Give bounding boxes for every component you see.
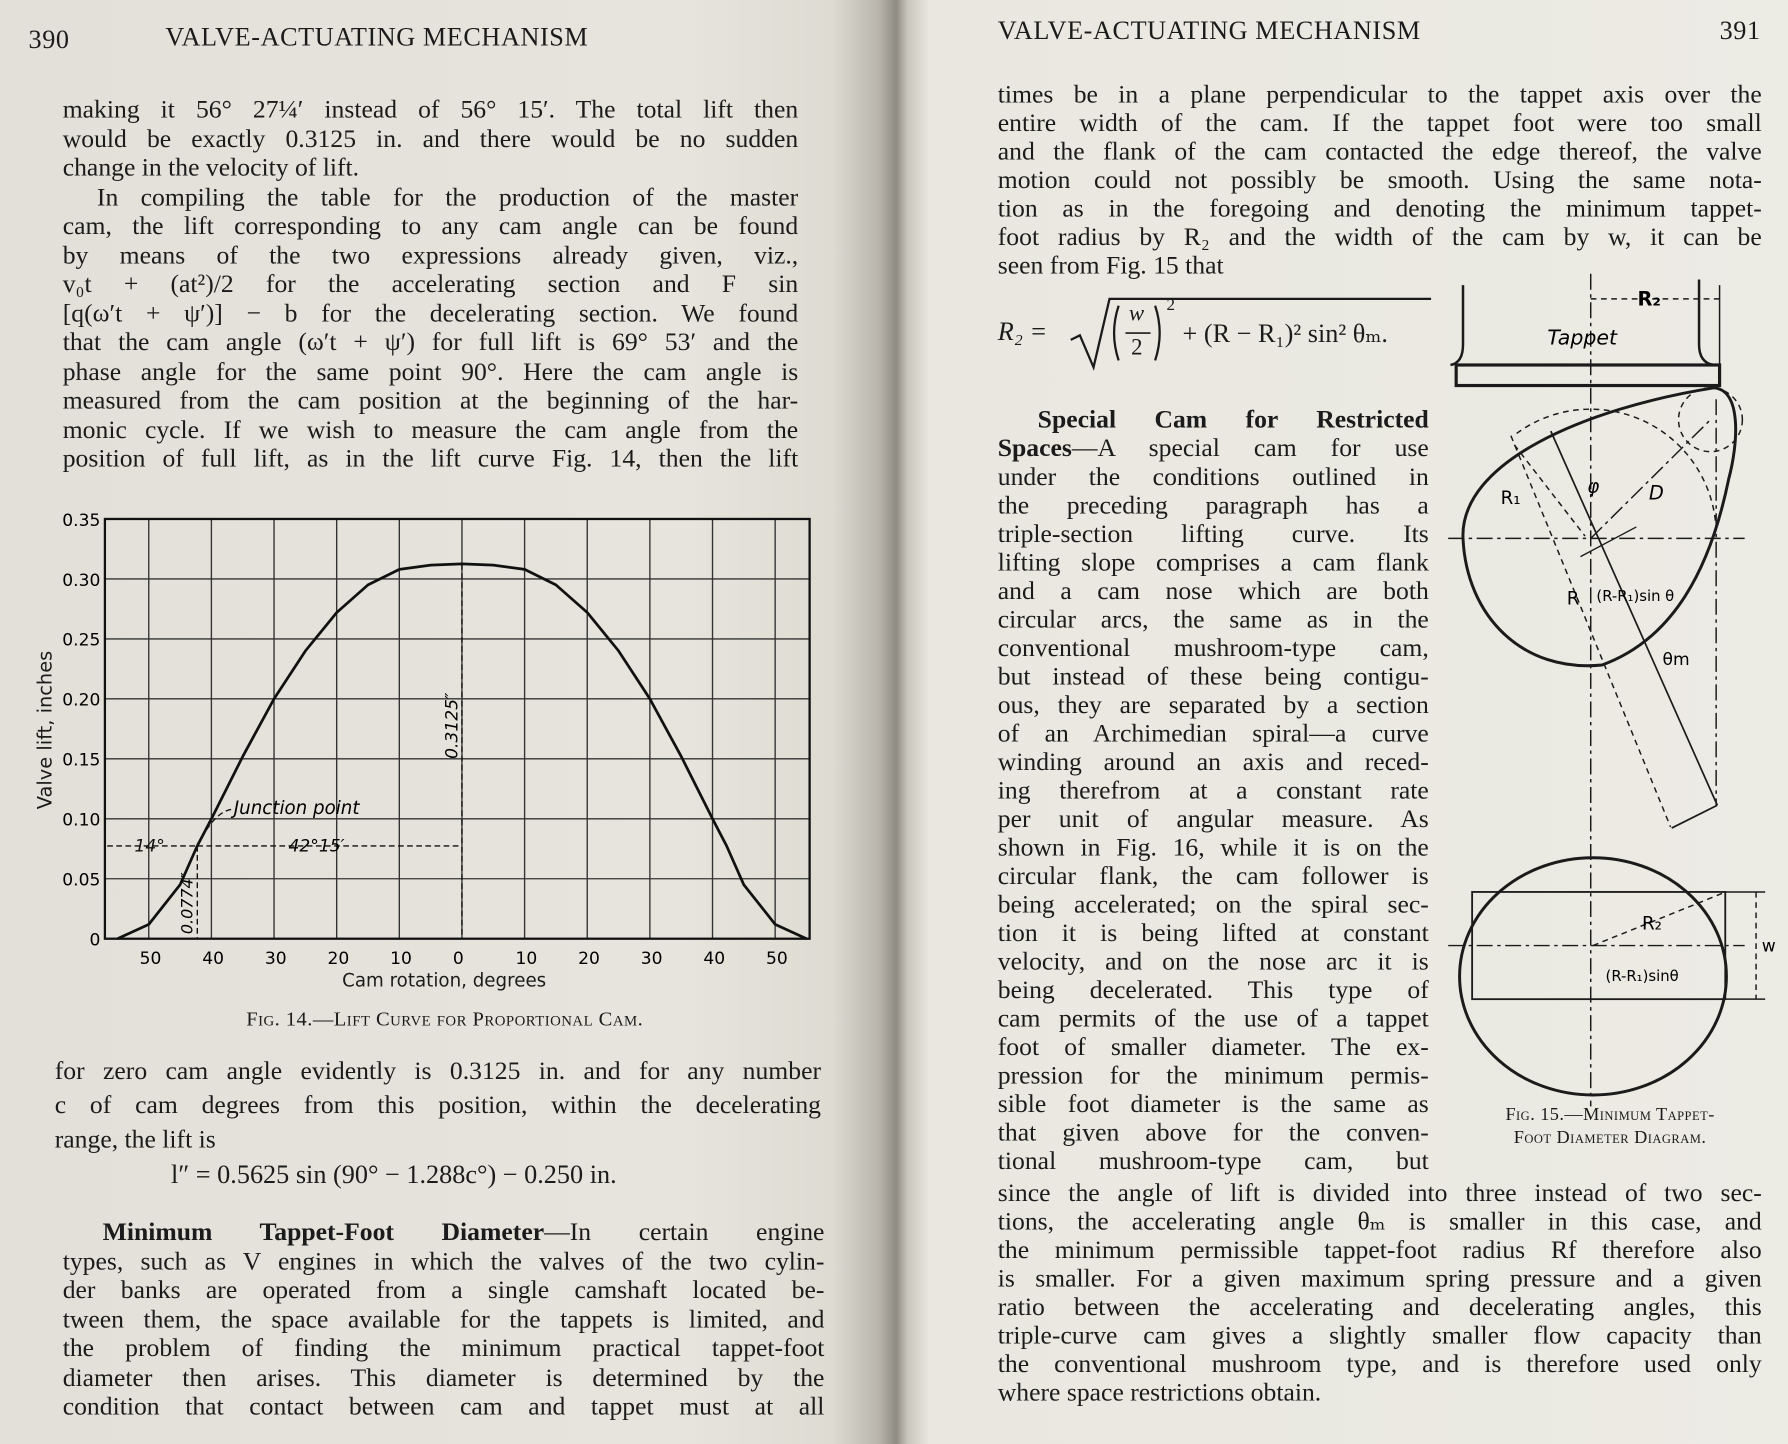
text-line: would be exactly 0.3125 in. and there would be no sudden <box>62 123 799 153</box>
left-section-minimum-tappet-foot <box>63 1217 825 1421</box>
label-d: D <box>1648 481 1664 505</box>
lift-curve-chart <box>0 490 867 1003</box>
y-tick-label: 0 <box>89 930 101 951</box>
text-line: pression for the minimum permis- <box>997 1060 1429 1090</box>
special-cam-heading: Special Cam for Restricted <box>1037 404 1429 434</box>
text-line: the preceding paragraph has a <box>997 490 1429 519</box>
lift-curve-point <box>242 756 244 758</box>
label-tappet: Tappet <box>1547 325 1618 350</box>
text-line: v₀t + (at²)/2 for the accelerating section and F sin <box>62 269 799 298</box>
lift-curve-point <box>680 756 682 758</box>
text-line: condition that contact between cam and tappet must at all <box>62 1391 825 1421</box>
text-line: the conventional mushroom type, and is therefore used only <box>997 1349 1762 1378</box>
text-line: that given above for the conven- <box>997 1117 1429 1147</box>
label-r2-top: R₂ <box>1637 287 1661 311</box>
x-tick-label: 50 <box>766 948 788 969</box>
angle-14-label: 14° <box>134 836 165 857</box>
text-line: ratio between the accelerating and decelerating angles, this <box>997 1292 1762 1321</box>
peak-lift-label: 0.3125″ <box>442 692 463 759</box>
lift-curve-point <box>712 818 714 820</box>
equation-rest: + (R − R₁)² sin² θₘ. <box>1182 319 1388 348</box>
special-cam-heading-line2 <box>998 433 1429 462</box>
right-paragraph-bottom <box>998 1178 1762 1406</box>
right-section-special-cam <box>998 405 1429 1175</box>
figure-14-caption: Fig. 14.—Lift Curve for Proportional Cam. <box>246 1007 644 1030</box>
lift-curve-point <box>555 584 557 586</box>
x-axis-title: Cam rotation, degrees <box>342 969 547 992</box>
text-line: since the angle of lift is divided into three instead of two sec- <box>997 1178 1762 1207</box>
text-line: being decelerated. This type of <box>997 975 1429 1004</box>
text-line: foot radius by R₂ and the width of the cam by w, it can be <box>997 222 1762 251</box>
text-line: the minimum permissible tappet-foot radius Rf therefore also <box>997 1235 1762 1264</box>
text-line: is smaller. For a given maximum spring pressure and a given <box>997 1263 1762 1293</box>
text-line: der banks are operated from a single camshaft located be- <box>62 1275 825 1304</box>
text-line: per unit of angular measure. As <box>997 804 1429 833</box>
text-line: change in the velocity of lift. <box>62 152 360 182</box>
lift-curve-point <box>774 923 776 925</box>
heading-line2-text: —A special cam for use <box>1071 433 1429 462</box>
y-tick-label: 0.10 <box>62 810 101 831</box>
text-line: the problem of finding the minimum practical tappet-foot <box>62 1333 825 1362</box>
text-line: monic cycle. If we wish to measure the cam angle from the <box>62 414 799 444</box>
text-line: sible foot diameter is the same as <box>997 1089 1429 1118</box>
x-tick-label: 10 <box>515 948 538 969</box>
x-tick-label: 20 <box>327 948 350 969</box>
text-line: tion as in the foregoing and denoting the minimum tappet- <box>997 193 1762 223</box>
text-line: foot of smaller diameter. The ex- <box>997 1032 1429 1061</box>
text-line: but instead of these being contigu- <box>997 661 1429 691</box>
label-theta-m: θm <box>1662 649 1690 670</box>
text-line: tions, the accelerating angle θₘ is smaller in this case, and <box>997 1206 1762 1236</box>
page-number-right: 391 <box>1719 15 1761 45</box>
text-line: motion could not possibly be smooth. Using the same nota- <box>997 165 1762 194</box>
text-line: circular flank, the cam follower is <box>997 861 1429 890</box>
lift-curve-point <box>430 564 432 566</box>
page-number-left: 390 <box>28 25 70 54</box>
text-line: In compiling the table for the production of the master <box>96 181 799 211</box>
left-paragraph-top <box>63 95 798 473</box>
section-heading: Minimum Tappet-Foot Diameter <box>102 1217 545 1246</box>
text-line: types, such as V engines in which the valves of the two cylin- <box>62 1246 825 1275</box>
y-tick-label: 0.25 <box>62 630 101 651</box>
text-line: and a cam nose which are both <box>997 576 1429 605</box>
cam-profile <box>1463 388 1736 666</box>
text-line: circular arcs, the same as in the <box>997 604 1429 634</box>
text-line: ing therefrom at a constant rate <box>997 775 1429 805</box>
text-line: lifting slope comprises a cam flank <box>997 547 1429 577</box>
text-line: winding around an axis and reced- <box>997 747 1429 776</box>
left-paragraph-after-figure <box>55 1054 821 1157</box>
text-line: where space restrictions obtain. <box>997 1377 1322 1407</box>
lift-curve-point <box>806 938 808 940</box>
y-tick-label: 0.30 <box>62 570 101 591</box>
text-line: range, the lift is <box>54 1124 216 1154</box>
text-line: by means of the two expressions already given, viz., <box>62 240 799 269</box>
lift-curve-point <box>367 584 369 586</box>
junction-point-label: Junction point <box>233 797 360 819</box>
figure-15-caption <box>1439 1104 1781 1150</box>
equation-lhs: R₂ = <box>997 317 1048 346</box>
text-line: making it 56° 27¼′ instead of 56° 15′. The total lift then <box>62 94 799 124</box>
lower-cam-circle <box>1460 858 1727 1095</box>
text-line: shown in Fig. 16, while it is on the <box>997 832 1429 862</box>
label-rr1-sin-lower: (R-R₁)sinθ <box>1605 967 1679 985</box>
tappet-stem-left <box>1450 285 1463 365</box>
running-head-right: VALVE-ACTUATING MECHANISM <box>997 15 1421 45</box>
text-line: tion it is being lifted at constant <box>997 918 1429 947</box>
text-line: triple-section lifting curve. Its <box>997 518 1429 548</box>
equation-square: 2 <box>1166 296 1176 315</box>
running-head-left: VALVE-ACTUATING MECHANISM <box>165 22 589 52</box>
lift-curve-point <box>210 818 212 820</box>
y-tick-label: 0.05 <box>62 870 101 891</box>
text-line: cam, the lift corresponding to any cam angle can be found <box>62 211 799 240</box>
junction-lift-label: 0.0774″ <box>177 872 197 935</box>
label-rr1-sin-upper: (R-R₁)sin θ <box>1596 588 1675 606</box>
text-line: velocity, and on the nose arc it is <box>997 946 1429 976</box>
lift-curve-point <box>148 923 150 925</box>
y-axis-title: Valve lift, inches <box>34 650 58 810</box>
text-line: and the flank of the cam contacted the edge thereof, the valve <box>997 136 1762 166</box>
label-phi: φ <box>1587 476 1600 498</box>
x-tick-label: 0 <box>452 948 464 969</box>
tappet-radius-equation <box>998 294 1443 374</box>
text-line: conventional mushroom-type cam, <box>997 633 1429 662</box>
text-line: under the conditions outlined in <box>997 461 1429 491</box>
lift-curve-point <box>117 938 119 940</box>
y-tick-label: 0.15 <box>62 750 101 771</box>
figure-15-diagram <box>1437 268 1779 1106</box>
text-line: tional mushroom-type cam, but <box>997 1146 1429 1175</box>
y-tick-label: 0.20 <box>62 690 101 711</box>
lift-curve-point <box>649 698 651 700</box>
x-tick-label: 10 <box>390 948 412 969</box>
lift-equation: l″ = 0.5625 sin (90° − 1.288c°) − 0.250 in. <box>171 1159 617 1189</box>
lift-curve-point <box>398 568 400 570</box>
y-tick-label: 0.35 <box>62 510 101 531</box>
text-line: tween them, the space available for the tappets is limited, and <box>62 1304 825 1333</box>
section-lines <box>63 1246 825 1421</box>
section-first-line <box>63 1217 825 1246</box>
x-tick-label: 50 <box>139 948 162 969</box>
label-w: w <box>1761 936 1776 957</box>
tappet-stem-right <box>1699 279 1714 365</box>
text-line: diameter then arises. This diameter is determined by the <box>62 1362 825 1391</box>
lift-curve-point <box>618 650 620 652</box>
text-line: of an Archimedian spiral—a curve <box>997 718 1429 748</box>
lift-curve-point <box>492 564 494 566</box>
lift-curve-point <box>726 845 728 847</box>
section-first-line-text: —In certain engine <box>544 1217 825 1246</box>
text-line: [q(ω′t + ψ′)] − b for the decelerating section. We found <box>62 298 799 327</box>
text-line: ous, they are separated by a section <box>997 690 1429 719</box>
lift-curve-point <box>336 612 338 614</box>
text-line: entire width of the cam. If the tappet foot were too small <box>997 108 1762 137</box>
x-tick-label: 40 <box>202 948 225 969</box>
text-line: cam permits of the use of a tappet <box>997 1003 1429 1033</box>
text-line: being accelerated; on the spiral sec- <box>997 889 1429 919</box>
x-tick-label: 20 <box>578 948 600 969</box>
lift-curve-point <box>586 612 588 614</box>
right-paragraph-top <box>998 80 1762 280</box>
equation-w: w <box>1128 301 1145 327</box>
x-tick-label: 30 <box>264 948 287 969</box>
text-line: for zero cam angle evidently is 0.3125 in. and for any number <box>54 1056 822 1085</box>
caption-line-1: Fig. 15.—Minimum Tappet- <box>1505 1105 1715 1125</box>
lift-curve-point <box>273 698 275 700</box>
narrow-lines <box>998 462 1429 1175</box>
text-line: that the cam angle (ω′t + ψ′) for full lift is 69° 53′ and the <box>62 327 799 356</box>
text-line: seen from Fig. 15 that <box>997 250 1224 280</box>
angle-42-label: 42°15′ <box>288 836 345 857</box>
label-r: R <box>1566 588 1580 610</box>
equation-two: 2 <box>1131 335 1143 361</box>
tappet-foot <box>1456 365 1719 386</box>
lift-curve-point <box>524 568 526 570</box>
lift-curve-point <box>304 650 306 652</box>
text-line: position of full lift, as in the lift curve Fig. 14, then the lift <box>62 443 799 473</box>
label-r1: R₁ <box>1500 488 1521 510</box>
text-line: c of cam degrees from this position, within the decelerating <box>54 1090 822 1119</box>
text-line: triple-curve cam gives a slightly smaller flow capacity than <box>997 1320 1762 1350</box>
caption-line-2: Foot Diameter Diagram. <box>1513 1128 1707 1148</box>
lift-curve-point <box>743 884 745 886</box>
x-tick-label: 40 <box>703 948 726 969</box>
x-tick-label: 30 <box>640 948 663 969</box>
text-line: phase angle for the same point 90°. Here the cam angle is <box>62 356 799 385</box>
heading-word-spaces: Spaces <box>997 433 1072 462</box>
text-line: measured from the cam position at the beginning of the har- <box>62 385 799 415</box>
text-line: times be in a plane perpendicular to the tappet axis over the <box>997 79 1762 109</box>
label-r2-lower: R₂ <box>1642 913 1663 935</box>
